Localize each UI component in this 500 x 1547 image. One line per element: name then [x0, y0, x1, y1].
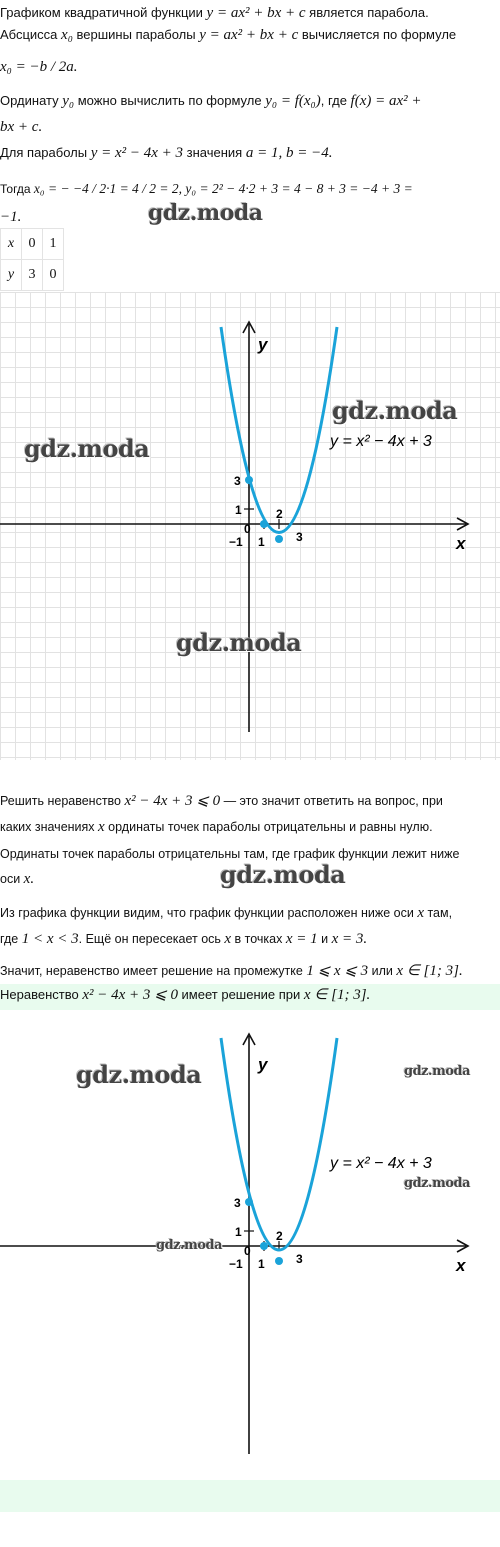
graph-2-svg — [0, 1010, 500, 1480]
answer-line: Неравенство x² − 4x + 3 ⩽ 0 имеет решение при x ∈ [1; 3]. — [0, 987, 371, 1003]
tick-label: 3 — [234, 474, 241, 488]
watermark: gdz.moda — [148, 200, 263, 226]
tick-label: 1 — [235, 1225, 242, 1239]
intro-line-3: x₀ = −b / 2a. — [0, 59, 78, 75]
intro-line-6: Для параболы y = x² − 4x + 3 значения a = 1, b = −4. — [0, 145, 333, 161]
intro-line-2: Абсцисса x₀ вершины параболы y = ax² + bx + c вычисляется по формуле — [0, 27, 457, 43]
y-axis-label: y — [258, 1055, 268, 1074]
point-0-3 — [245, 476, 253, 484]
tick-label: 1 — [235, 503, 242, 517]
table-row — [1, 229, 64, 260]
y-axis-label: y — [258, 335, 268, 354]
watermark: gdz.moda — [76, 1060, 202, 1089]
vertex-point — [275, 1257, 283, 1265]
intro-line-8: −1. — [0, 209, 22, 225]
watermark: gdz.moda — [332, 396, 458, 425]
table-cell: 0 — [43, 260, 64, 291]
graph-2 — [0, 1010, 500, 1480]
intro-line-1: Графиком квадратичной функции y = ax² + bx + c является парабола. — [0, 5, 429, 21]
tick-label: 2 — [276, 507, 283, 521]
watermark: gdz.moda — [404, 1064, 471, 1079]
x-axis-label: x — [456, 1256, 466, 1275]
tick-label: 3 — [296, 1252, 303, 1266]
solution-line-7: Значит, неравенство имеет решение на промежутке 1 ⩽ x ⩽ 3 или x ∈ [1; 3]. — [0, 963, 463, 979]
tick-label: 2 — [276, 1229, 283, 1243]
function-label: y = x² − 4x + 3 — [330, 433, 432, 450]
solution-line-2: каких значениях x ординаты точек параболы отрицательны и равны нулю. — [0, 819, 433, 835]
watermark: gdz.moda — [404, 1176, 471, 1191]
intro-line-4: Ординату y₀ можно вычислить по формуле y₀ = f(x₀), где f(x) = ax² + — [0, 93, 422, 109]
table-cell: 3 — [22, 260, 43, 291]
solution-line-3: Ординаты точек параболы отрицательны там, где график функции лежит ниже — [0, 847, 460, 861]
tick-label: −1 — [229, 1257, 243, 1271]
function-label: y = x² − 4x + 3 — [330, 1155, 432, 1172]
tick-label: 1 — [258, 1257, 265, 1271]
table-cell: y — [1, 260, 22, 291]
tick-label: 3 — [234, 1196, 241, 1210]
tick-label: 3 — [296, 530, 303, 544]
intro-line-7: Тогда x₀ = − −4 / 2·1 = 4 / 2 = 2, y₀ = 2² − 4·2 + 3 = 4 − 8 + 3 = −4 + 3 = — [0, 181, 413, 196]
graph-1 — [0, 292, 500, 760]
x-axis-label: x — [456, 534, 466, 553]
table-cell: 0 — [22, 229, 43, 260]
solution-line-4: оси x. — [0, 871, 35, 887]
intro-line-5: bx + c. — [0, 119, 43, 135]
tick-label: 0 — [244, 1244, 251, 1258]
solution-line-6: где 1 < x < 3. Ещё он пересекает ось x в точках x = 1 и x = 3. — [0, 931, 368, 947]
tick-label: 0 — [244, 522, 251, 536]
parabola-curve — [221, 1038, 337, 1250]
watermark: gdz.moda — [24, 434, 150, 463]
watermark: gdz.moda — [176, 628, 302, 657]
watermark: gdz.moda — [220, 860, 346, 889]
tick-label: −1 — [229, 535, 243, 549]
tick-label: 1 — [258, 535, 265, 549]
point-1-0 — [260, 520, 268, 528]
table-row — [1, 260, 64, 291]
solution-line-5: Из графика функции видим, что график функции расположен ниже оси x там, — [0, 905, 453, 921]
answer-block — [0, 984, 500, 1512]
values-table — [0, 228, 64, 291]
vertex-point — [275, 535, 283, 543]
solution-line-1: Решить неравенство x² − 4x + 3 ⩽ 0 — это значит ответить на вопрос, при — [0, 793, 443, 809]
graph-1-svg — [0, 292, 500, 760]
point-1-0 — [260, 1242, 268, 1250]
table-cell: x — [1, 229, 22, 260]
parabola-curve — [221, 327, 337, 533]
watermark: gdz.moda — [156, 1238, 223, 1253]
point-0-3 — [245, 1198, 253, 1206]
table-cell: 1 — [43, 229, 64, 260]
